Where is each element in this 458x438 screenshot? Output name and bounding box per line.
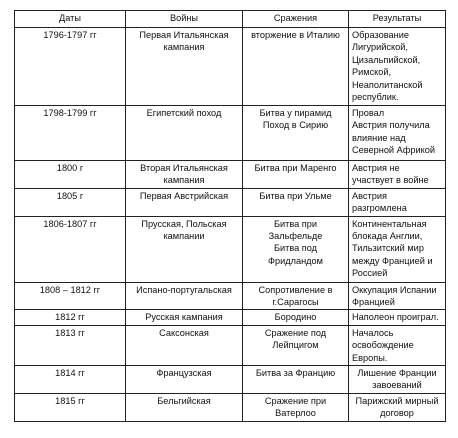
war-cell: Первая Итальянская кампания — [126, 28, 243, 106]
table-row — [15, 366, 446, 394]
result-cell: Австрия разгромлена — [349, 188, 446, 216]
result-cell: Австрия не участвует в войне — [349, 161, 446, 189]
date-cell: 1798-1799 гг — [15, 106, 126, 161]
war-cell: Русская кампания — [126, 310, 243, 325]
war-cell: Саксонская — [126, 325, 243, 365]
date-cell: 1805 г — [15, 188, 126, 216]
table-row — [15, 161, 446, 189]
war-cell: Испано-португальская — [126, 282, 243, 310]
date-cell: 1806-1807 гг — [15, 216, 126, 282]
result-cell: Наполеон проиграл. — [349, 310, 446, 325]
battle-cell: Битва за Францию — [243, 366, 349, 394]
table-row — [15, 216, 446, 282]
header-row — [15, 11, 446, 28]
war-cell: Французская — [126, 366, 243, 394]
date-cell: 1813 гг — [15, 325, 126, 365]
date-cell: 1808 – 1812 гг — [15, 282, 126, 310]
date-cell: 1812 гг — [15, 310, 126, 325]
battle-cell: вторжение в Италию — [243, 28, 349, 106]
war-cell: Первая Австрийская — [126, 188, 243, 216]
battle-cell: Битва при Ульме — [243, 188, 349, 216]
war-cell: Вторая Итальянская кампания — [126, 161, 243, 189]
header-wars: Войны — [126, 11, 243, 28]
header-battles: Сражения — [243, 11, 349, 28]
battle-cell: Битва при Маренго — [243, 161, 349, 189]
battle-cell: Сражение при Ватерлоо — [243, 394, 349, 422]
result-cell: Оккупация Испании Францией — [349, 282, 446, 310]
header-results: Результаты — [349, 11, 446, 28]
date-cell: 1796-1797 гг — [15, 28, 126, 106]
header-dates: Даты — [15, 11, 126, 28]
table-row — [15, 188, 446, 216]
war-cell: Прусская, Польская кампании — [126, 216, 243, 282]
table-row — [15, 325, 446, 365]
table-row — [15, 28, 446, 106]
result-cell: Лишение Франции завоеваний — [349, 366, 446, 394]
result-cell: Континентальная блокада Англии, Тильзитский мир между Францией и Россией — [349, 216, 446, 282]
battle-cell: Сопротивление в г.Сарагосы — [243, 282, 349, 310]
history-table-container — [14, 10, 446, 422]
battle-cell: Битва у пирамид Поход в Сирию — [243, 106, 349, 161]
table-row — [15, 282, 446, 310]
result-cell: Провал Австрия получила влияние над Северной Африкой — [349, 106, 446, 161]
war-cell: Египетский поход — [126, 106, 243, 161]
battle-cell: Сражение под Лейпцигом — [243, 325, 349, 365]
table-row — [15, 310, 446, 325]
date-cell: 1800 г — [15, 161, 126, 189]
result-cell: Началось освобождение Европы. — [349, 325, 446, 365]
date-cell: 1815 гг — [15, 394, 126, 422]
battle-cell: Битва при Зальфельде Битва под Фридландом — [243, 216, 349, 282]
date-cell: 1814 гг — [15, 366, 126, 394]
result-cell: Парижский мирный договор — [349, 394, 446, 422]
table-row — [15, 106, 446, 161]
napoleonic-wars-table — [14, 10, 446, 422]
battle-cell: Бородино — [243, 310, 349, 325]
war-cell: Бельгийская — [126, 394, 243, 422]
table-row — [15, 394, 446, 422]
result-cell: Образование Лигурийской, Цизальпийской, Римской, Неаполитанской республик. — [349, 28, 446, 106]
